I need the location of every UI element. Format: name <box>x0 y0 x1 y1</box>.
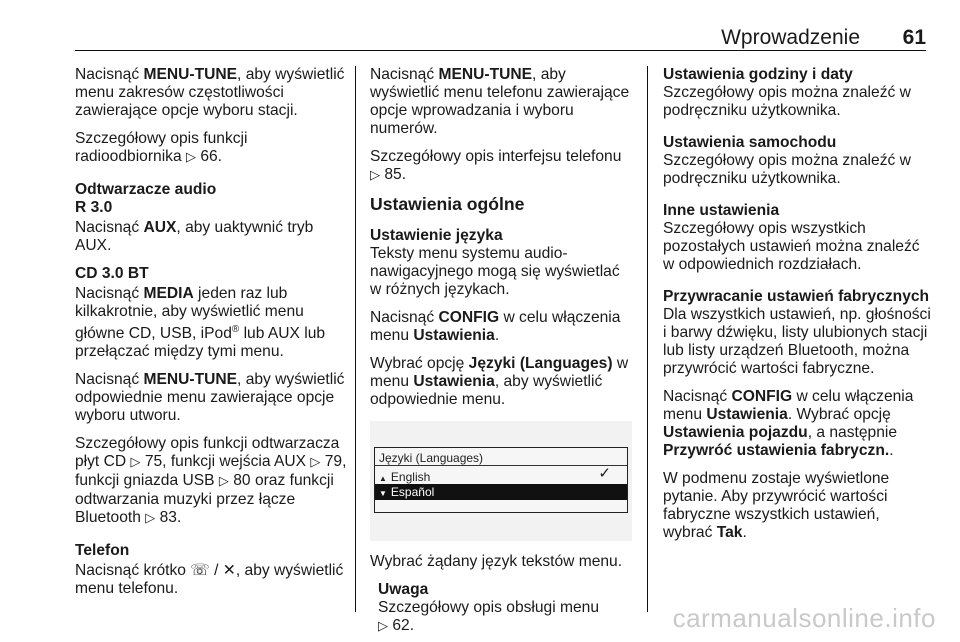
heading-cd30bt: CD 3.0 BT <box>75 265 149 282</box>
paragraph: Dla wszystkich ustawień, np. głośności i barwy dźwięku, listy ulubionych stacji lub listy urządzeń Bluetooth, można przywrócić wartości fabryczne. <box>663 306 931 377</box>
paragraph: Nacisnąć CONFIG w celu włączenia menu Ustawienia. <box>370 309 621 344</box>
section-title: Wprowadzenie <box>721 26 860 49</box>
page-ref-icon: ▷ <box>145 511 156 527</box>
paragraph: Nacisnąć MENU-TUNE, aby wyświetlić menu zakresów częstotliwości zawierające opcje wyboru stacji. <box>75 66 345 119</box>
language-menu-panel <box>374 447 628 513</box>
page-ref-icon: ▷ <box>130 455 141 471</box>
heading-audio: Odtwarzacze audio <box>75 181 217 198</box>
paragraph: Szczegółowy opis interfejsu telefonu ▷ 85. <box>370 148 622 183</box>
paragraph: Nacisnąć CONFIG w celu włączenia menu Ustawienia. Wybrać opcję Ustawienia pojazdu, a następnie Przywróć ustawienia fabryczn.. <box>663 388 914 459</box>
paragraph: Nacisnąć krótko ☏ / ✕, aby wyświetlić menu telefonu. <box>75 562 344 598</box>
paragraph: Nacisnąć MENU-TUNE, aby wyświetlić odpowiednie menu zawierające opcje wyboru utworu. <box>75 371 345 425</box>
page-ref-icon: ▷ <box>310 455 321 471</box>
column-3 <box>663 66 931 552</box>
language-option-spanish: ▼ Español <box>375 484 627 500</box>
arrow-down-icon: ▼ <box>379 489 387 498</box>
note-text: Szczegółowy opis obsługi menu ▷ 62. <box>378 599 600 634</box>
column-divider <box>647 66 648 612</box>
heading-language: Ustawienie języka <box>370 227 503 244</box>
heading-vehicle: Ustawienia samochodu <box>663 134 837 151</box>
header-rule <box>75 50 926 51</box>
note-title: Uwaga <box>378 581 429 598</box>
column-1 <box>75 66 347 608</box>
heading-factory-reset: Przywracanie ustawień fabrycznych <box>663 288 930 305</box>
heading-general-settings: Ustawienia ogólne <box>370 194 525 214</box>
paragraph: Szczegółowy opis można znaleźć w podręczniku użytkownika. <box>663 152 911 187</box>
arrow-up-icon: ▲ <box>379 474 387 483</box>
mute-icon: ✕ <box>222 562 236 580</box>
page-ref-icon: ▷ <box>370 168 380 183</box>
paragraph: Szczegółowy opis funkcji radioodbiornika ▷ 66. <box>75 130 248 165</box>
checkmark-icon: ✓ <box>598 465 611 482</box>
note-box <box>378 581 635 636</box>
paragraph: Szczegółowy opis można znaleźć w podręczniku użytkownika. <box>663 84 911 119</box>
language-menu-title: Języki (Languages) <box>379 451 484 465</box>
paragraph: Nacisnąć MEDIA jeden raz lub kilkakrotnie, aby wyświetlić menu główne CD, USB, iPod® lub AUX lub przełączać między tymi menu. <box>75 285 326 361</box>
column-2 <box>370 66 635 636</box>
paragraph: Szczegółowy opis wszystkich pozostałych ustawień można znaleźć w odpowiednich rozdziałach. <box>663 220 920 273</box>
page-ref-icon: ▷ <box>185 150 196 165</box>
watermark: carmanualsonline.info <box>672 603 936 633</box>
heading-other: Inne ustawienia <box>663 202 780 219</box>
paragraph: Nacisnąć AUX, aby uaktywnić tryb AUX. <box>75 219 314 254</box>
language-option-english: ▲ English <box>379 470 431 484</box>
page-ref-icon: ▷ <box>378 619 388 634</box>
paragraph: Szczegółowy opis funkcji odtwarzacza płyt CD ▷ 75, funkcji wejścia AUX ▷ 79, funkcji gniazda USB ▷ 80 oraz funkcji odtwarzania muzyki przez łącze Bluetooth ▷ 83. <box>75 435 347 527</box>
paragraph: Nacisnąć MENU-TUNE, aby wyświetlić menu telefonu zawierające opcje wprowadzania i wyboru numerów. <box>370 66 630 137</box>
menu-divider <box>375 465 627 466</box>
page-number: 61 <box>902 26 926 49</box>
heading-time-date: Ustawienia godziny i daty <box>663 66 853 83</box>
paragraph: Teksty menu systemu audio-nawigacyjnego mogą się wyświetlać w różnych językach. <box>370 245 620 298</box>
page-ref-icon: ▷ <box>218 474 229 490</box>
paragraph: W podmenu zostaje wyświetlone pytanie. Aby przywrócić wartości fabryczne wszystkich ustawień, wybrać Tak. <box>663 470 890 541</box>
language-menu-screenshot <box>370 421 632 541</box>
paragraph: Wybrać żądany język tekstów menu. <box>370 553 623 570</box>
page-header <box>75 26 926 48</box>
heading-phone: Telefon <box>75 542 130 560</box>
heading-r30: R 3.0 <box>75 199 113 216</box>
column-divider <box>355 66 356 612</box>
phone-icon: ☏ <box>190 562 210 580</box>
paragraph: Wybrać opcję Języki (Languages) w menu Ustawienia, aby wyświetlić odpowiednie menu. <box>370 355 629 408</box>
